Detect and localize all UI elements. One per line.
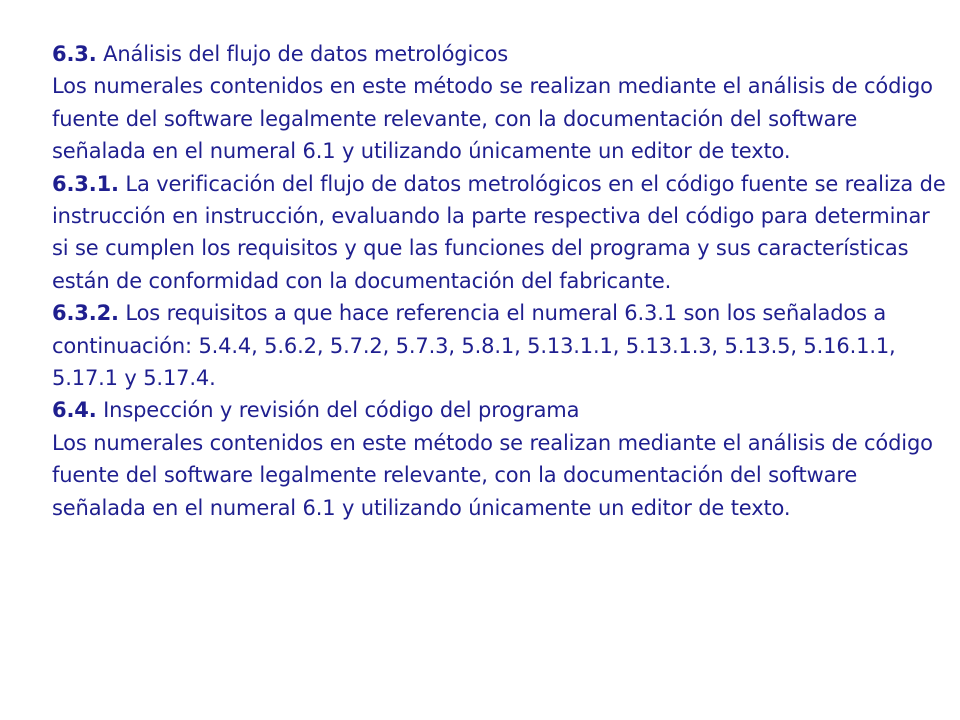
section-heading-6-4: [52, 394, 952, 426]
section-title: Análisis del flujo de datos metrológicos: [96, 42, 509, 66]
section-paragraph-6-3-1: [52, 168, 952, 298]
document-body: [52, 38, 952, 524]
section-paragraph: Los numerales contenidos en este método se realizan mediante el análisis de código fuente del software legalmente relevante, con la documentación del software señalada en el numeral 6.1 y utilizando únicamente un editor de texto.: [52, 74, 933, 164]
section-text: Los requisitos a que hace referencia el numeral 6.3.1 son los señalados a continuación: 5.4.4, 5.6.2, 5.7.2, 5.7.3, 5.8.1, 5.13.1.1, 5.13.1.3, 5.13.5, 5.16.1.1, 5.17.1 y 5.17.4.: [52, 301, 896, 391]
section-text: La verificación del flujo de datos metrológicos en el código fuente se realiza de instrucción en instrucción, evaluando la parte respectiva del código para determinar si se cumplen los requisitos y que las funciones del programa y sus características están de conformidad con la documentación del fabricante.: [52, 171, 946, 293]
section-number: 6.3.1.: [52, 171, 119, 196]
section-paragraph: Los numerales contenidos en este método se realizan mediante el análisis de código fuente del software legalmente relevante, con la documentación del software señalada en el numeral 6.1 y utilizando únicamente un editor de texto.: [52, 430, 933, 520]
section-paragraph-6-3-2: [52, 297, 952, 394]
section-heading-6-3: [52, 38, 952, 70]
section-number: 6.4.: [52, 398, 97, 423]
section-title: Inspección y revisión del código del programa: [96, 398, 580, 423]
section-number: 6.3.: [52, 42, 97, 66]
section-number: 6.3.2.: [52, 301, 119, 326]
